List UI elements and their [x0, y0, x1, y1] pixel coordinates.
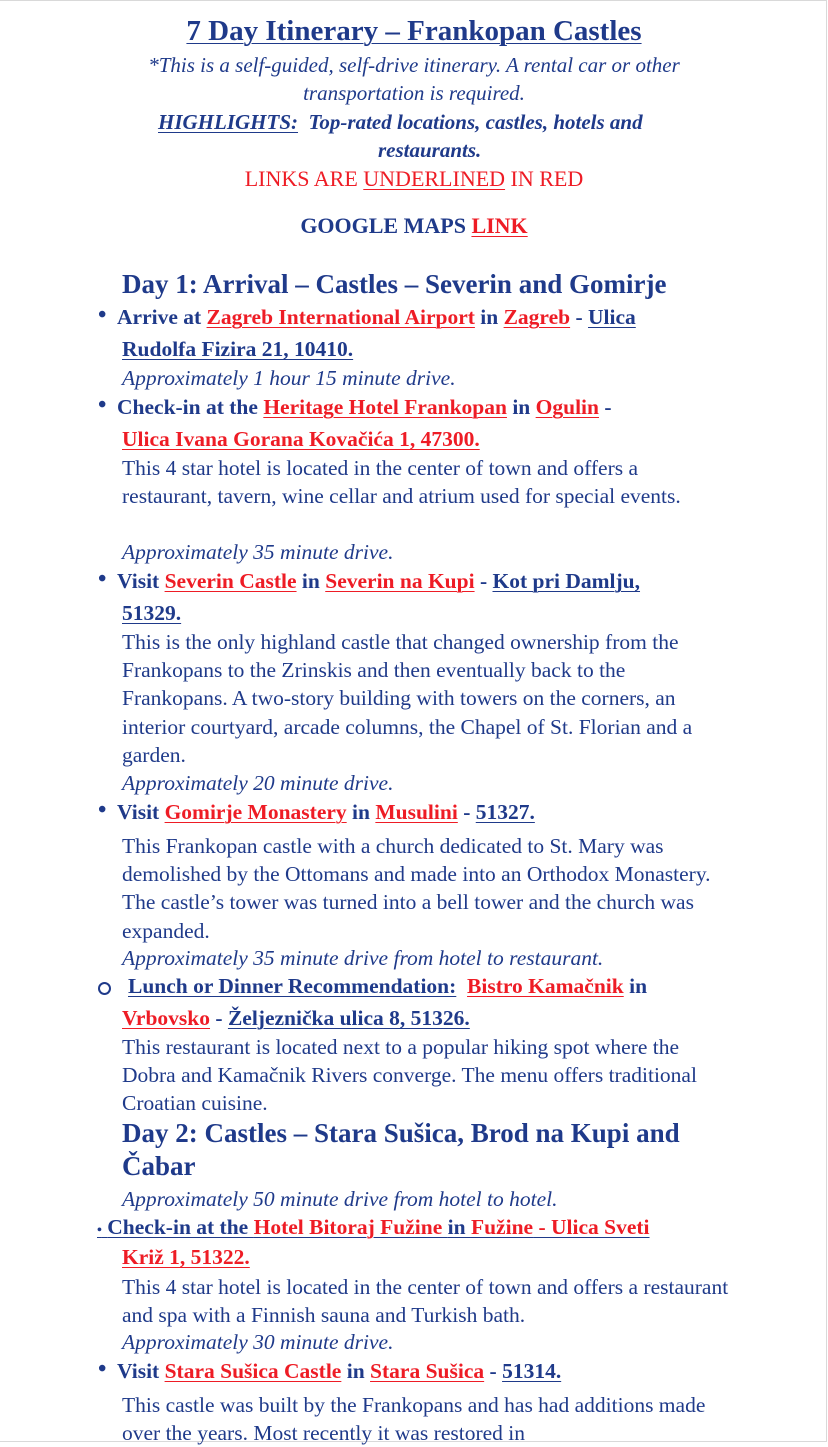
address-link[interactable]: 51327.: [475, 800, 535, 824]
item-in: in: [296, 569, 326, 593]
item-verb: Check-in at the: [117, 395, 264, 419]
highlights-line-2: restaurants.: [378, 138, 482, 162]
drive-note: Approximately 30 minute drive.: [122, 1330, 394, 1354]
item-sep: -: [457, 800, 476, 824]
google-maps-link[interactable]: LINK: [471, 213, 528, 238]
gomirje-monastery-link[interactable]: Gomirje Monastery: [164, 800, 347, 824]
drive-note: Approximately 50 minute drive from hotel to hotel.: [122, 1187, 558, 1211]
address-link[interactable]: Rudolfa Fizira 21, 10410.: [122, 337, 354, 361]
drive-note: Approximately 35 minute drive from hotel to restaurant.: [122, 946, 604, 970]
zagreb-link[interactable]: Zagreb: [503, 305, 571, 329]
subtitle-line-1: *This is a self-guided, self-drive itinerary. A rental car or other: [148, 53, 680, 77]
item-description: This is the only highland castle that changed ownership from the Frankopans to the Zrinskis and then eventually back to the Frankopans. A two-story building with towers on the corners, an interior courtyard, arcade columns, the Chapel of St. Florian and a garden.: [122, 630, 693, 767]
address-link[interactable]: Ulica: [588, 305, 636, 329]
address-link[interactable]: Križ 1, 51322.: [122, 1245, 250, 1269]
dining-line: [128, 974, 647, 999]
day1-item-2-line: [117, 395, 612, 420]
fuzine-link[interactable]: Fužine: [470, 1215, 534, 1239]
item-in: in: [474, 305, 504, 329]
severin-na-kupi-link[interactable]: Severin na Kupi: [325, 569, 475, 593]
google-maps-label: GOOGLE MAPS: [300, 213, 472, 238]
day2-heading-line-2: Čabar: [122, 1151, 196, 1181]
day2-item-1-line: [97, 1215, 650, 1240]
bullet-icon: •: [98, 392, 107, 418]
dining-label: Lunch or Dinner Recommendation:: [128, 974, 457, 998]
address-link[interactable]: 51314.: [502, 1359, 562, 1383]
stara-susica-link[interactable]: Stara Sušica: [370, 1359, 485, 1383]
drive-note: Approximately 35 minute drive.: [122, 540, 394, 564]
day1-item-1-line: [117, 305, 636, 330]
item-description: This castle was built by the Frankopans and has had additions made over the years. Most recently it was restored in: [122, 1393, 706, 1446]
bullet-icon: •: [98, 797, 107, 823]
highlights-label: HIGHLIGHTS:: [158, 110, 299, 134]
day2-heading-line-1: Day 2: Castles – Stara Sušica, Brod na Kupi and: [122, 1118, 680, 1148]
day1-heading: Day 1: Arrival – Castles – Severin and Gomirje: [122, 269, 667, 299]
airport-link[interactable]: Zagreb International Airport: [206, 305, 475, 329]
item-sep: -: [570, 305, 589, 329]
item-sep: -: [210, 1006, 228, 1030]
drive-note: Approximately 20 minute drive.: [122, 771, 394, 795]
item-in: in: [346, 800, 376, 824]
day1-item-4-line: [117, 800, 535, 825]
circle-bullet-icon: [98, 982, 111, 995]
severin-castle-link[interactable]: Severin Castle: [164, 569, 297, 593]
item-in: in: [623, 974, 648, 998]
item-verb: Check-in at the: [107, 1215, 254, 1239]
bullet-icon: •: [98, 566, 107, 592]
bullet-icon: •: [97, 1223, 102, 1238]
links-note-underlined: UNDERLINED: [363, 166, 506, 191]
item-in: in: [506, 395, 536, 419]
links-note: [0, 166, 828, 192]
address-link[interactable]: Ulica Sveti: [551, 1215, 650, 1239]
item-description: This Frankopan castle with a church dedicated to St. Mary was demolished by the Ottomans and made into an Orthodox Monastery. The castle’s tower was turned into a bell tower and the church was expanded.: [122, 834, 711, 943]
google-maps-row: [0, 213, 828, 239]
bistro-kamacnik-link[interactable]: Bistro Kamačnik: [467, 974, 624, 998]
item-sep: -: [598, 395, 612, 419]
item-verb: Visit: [117, 800, 165, 824]
item-sep: -: [533, 1215, 551, 1239]
stara-susica-castle-link[interactable]: Stara Sušica Castle: [164, 1359, 342, 1383]
links-note-pre: LINKS ARE: [244, 166, 364, 191]
address-link[interactable]: Ulica Ivana Gorana Kovačića 1, 47300.: [122, 427, 480, 451]
hotel-frankopan-link[interactable]: Heritage Hotel Frankopan: [263, 395, 507, 419]
address-link[interactable]: Kot pri Damlju,: [492, 569, 641, 593]
item-sep: -: [474, 569, 493, 593]
bullet-icon: •: [98, 1356, 107, 1382]
item-sep: -: [484, 1359, 503, 1383]
subtitle-line-2: transportation is required.: [303, 81, 525, 105]
dining-description: This restaurant is located next to a popular hiking spot where the Dobra and Kamačnik Rivers converge. The menu offers traditional Croatian cuisine.: [122, 1035, 697, 1116]
item-verb: Visit: [117, 1359, 165, 1383]
item-verb: Arrive at: [117, 305, 207, 329]
item-in: in: [447, 1215, 471, 1239]
links-note-post: IN RED: [505, 166, 584, 191]
item-description: This 4 star hotel is located in the center of town and offers a restaurant and spa with a Finnish sauna and Turkish bath.: [122, 1275, 729, 1328]
item-description: This 4 star hotel is located in the center of town and offers a restaurant, tavern, wine cellar and atrium used for special events.: [122, 456, 681, 509]
hotel-bitoraj-link[interactable]: Hotel Bitoraj Fužine: [253, 1215, 448, 1239]
item-verb: Visit: [117, 569, 165, 593]
day2-item-2-line: [117, 1359, 561, 1384]
dining-line-2: [122, 1006, 470, 1031]
item-in: in: [341, 1359, 371, 1383]
bullet-icon: •: [98, 302, 107, 328]
address-link[interactable]: Željeznička ulica 8, 51326.: [227, 1006, 470, 1030]
day1-item-3-line: [117, 569, 640, 594]
ogulin-link[interactable]: Ogulin: [535, 395, 599, 419]
highlights-text-1: Top-rated locations, castles, hotels and: [308, 110, 643, 134]
address-link[interactable]: 51329.: [122, 601, 182, 625]
drive-note: Approximately 1 hour 15 minute drive.: [122, 366, 456, 390]
vrbovsko-link[interactable]: Vrbovsko: [122, 1006, 211, 1030]
highlights-line-1: [158, 110, 643, 135]
musulini-link[interactable]: Musulini: [375, 800, 458, 824]
page-title: 7 Day Itinerary – Frankopan Castles: [186, 15, 642, 47]
